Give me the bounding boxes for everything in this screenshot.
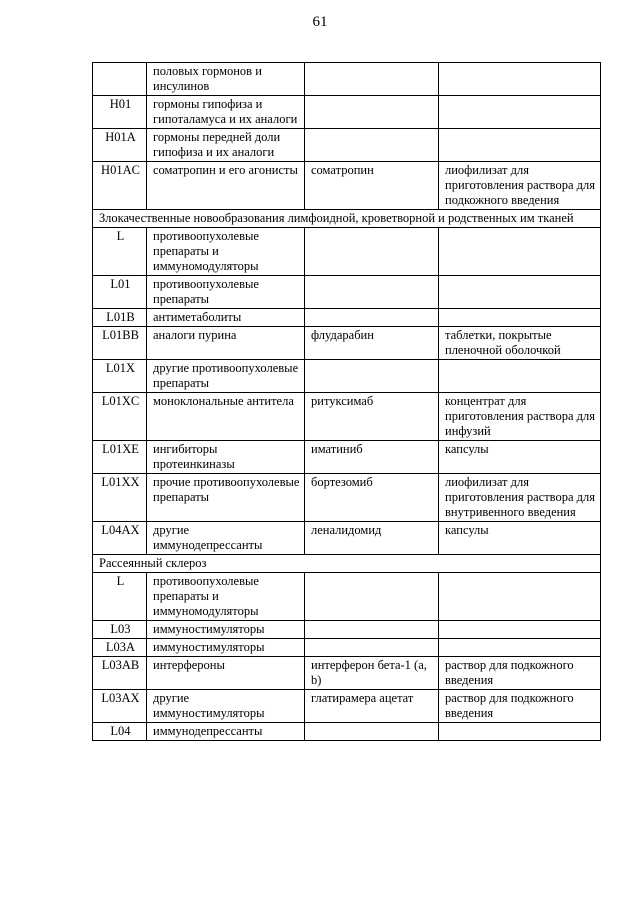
drug-name-cell: соматропин [305, 162, 439, 210]
drug-name-cell [305, 360, 439, 393]
atc-code-cell: L01XX [93, 474, 147, 522]
dosage-form-cell [439, 723, 601, 741]
drug-name-cell [305, 63, 439, 96]
drug-name-cell [305, 228, 439, 276]
drug-name-cell [305, 621, 439, 639]
table-row [93, 162, 601, 210]
atc-code-cell: L04 [93, 723, 147, 741]
table-row [93, 474, 601, 522]
atc-code-cell: L01XE [93, 441, 147, 474]
table-row [93, 657, 601, 690]
table-row [93, 639, 601, 657]
section-heading: Злокачественные новообразования лимфоидной, кроветворной и родственных им тканей [93, 210, 601, 228]
drug-name-cell: глатирамера ацетат [305, 690, 439, 723]
atc-code-cell [93, 63, 147, 96]
atc-name-cell: иммунодепрессанты [147, 723, 305, 741]
table-row [93, 96, 601, 129]
atc-name-cell: моноклональные антитела [147, 393, 305, 441]
dosage-form-cell [439, 276, 601, 309]
drug-name-cell: интерферон бета-1 (a, b) [305, 657, 439, 690]
dosage-form-cell [439, 228, 601, 276]
dosage-form-cell [439, 639, 601, 657]
drug-table-body [93, 63, 601, 741]
table-row [93, 723, 601, 741]
atc-name-cell: противоопухолевые препараты [147, 276, 305, 309]
atc-name-cell: половых гормонов и инсулинов [147, 63, 305, 96]
atc-code-cell: L03A [93, 639, 147, 657]
atc-name-cell: ингибиторы протеинкиназы [147, 441, 305, 474]
section-heading: Рассеянный склероз [93, 555, 601, 573]
atc-code-cell: H01A [93, 129, 147, 162]
drug-name-cell: ритуксимаб [305, 393, 439, 441]
atc-name-cell: другие противоопухолевые препараты [147, 360, 305, 393]
atc-name-cell: интерфероны [147, 657, 305, 690]
page-number: 61 [312, 14, 328, 30]
dosage-form-cell [439, 96, 601, 129]
dosage-form-cell: таблетки, покрытые пленочной оболочкой [439, 327, 601, 360]
dosage-form-cell [439, 573, 601, 621]
table-row [93, 276, 601, 309]
drug-name-cell [305, 639, 439, 657]
dosage-form-cell [439, 309, 601, 327]
drug-name-cell [305, 276, 439, 309]
atc-name-cell: другие иммуностимуляторы [147, 690, 305, 723]
table-row [93, 63, 601, 96]
drug-name-cell: иматиниб [305, 441, 439, 474]
table-row [93, 309, 601, 327]
atc-code-cell: H01 [93, 96, 147, 129]
dosage-form-cell [439, 129, 601, 162]
drug-name-cell [305, 309, 439, 327]
table-row [93, 522, 601, 555]
atc-code-cell: L01B [93, 309, 147, 327]
drug-name-cell [305, 96, 439, 129]
atc-name-cell: соматропин и его агонисты [147, 162, 305, 210]
atc-code-cell: L [93, 228, 147, 276]
table-row [93, 228, 601, 276]
atc-code-cell: L04AX [93, 522, 147, 555]
dosage-form-cell: лиофилизат для приготовления раствора для подкожного введения [439, 162, 601, 210]
drug-name-cell [305, 573, 439, 621]
table-row [93, 393, 601, 441]
atc-code-cell: H01AC [93, 162, 147, 210]
atc-code-cell: L01X [93, 360, 147, 393]
dosage-form-cell: капсулы [439, 441, 601, 474]
drug-name-cell: флударабин [305, 327, 439, 360]
atc-name-cell: противоопухолевые препараты и иммуномодуляторы [147, 573, 305, 621]
dosage-form-cell: раствор для подкожного введения [439, 657, 601, 690]
drug-table [92, 62, 601, 741]
atc-name-cell: противоопухолевые препараты и иммуномодуляторы [147, 228, 305, 276]
atc-name-cell: гормоны передней доли гипофиза и их аналоги [147, 129, 305, 162]
table-row [93, 360, 601, 393]
dosage-form-cell [439, 360, 601, 393]
atc-code-cell: L03AB [93, 657, 147, 690]
dosage-form-cell [439, 621, 601, 639]
atc-name-cell: гормоны гипофиза и гипоталамуса и их аналоги [147, 96, 305, 129]
table-row [93, 573, 601, 621]
dosage-form-cell: концентрат для приготовления раствора для инфузий [439, 393, 601, 441]
dosage-form-cell: капсулы [439, 522, 601, 555]
atc-code-cell: L03AX [93, 690, 147, 723]
table-row [93, 327, 601, 360]
dosage-form-cell: лиофилизат для приготовления раствора для внутривенного введения [439, 474, 601, 522]
drug-name-cell [305, 129, 439, 162]
table-row [93, 129, 601, 162]
table-row [93, 621, 601, 639]
atc-code-cell: L01XC [93, 393, 147, 441]
dosage-form-cell: раствор для подкожного введения [439, 690, 601, 723]
atc-name-cell: иммуностимуляторы [147, 621, 305, 639]
section-heading-row [93, 210, 601, 228]
section-heading-row [93, 555, 601, 573]
table-row [93, 441, 601, 474]
drug-name-cell: бортезомиб [305, 474, 439, 522]
atc-name-cell: иммуностимуляторы [147, 639, 305, 657]
atc-code-cell: L [93, 573, 147, 621]
atc-code-cell: L01 [93, 276, 147, 309]
drug-name-cell [305, 723, 439, 741]
dosage-form-cell [439, 63, 601, 96]
atc-name-cell: другие иммунодепрессанты [147, 522, 305, 555]
atc-code-cell: L01BB [93, 327, 147, 360]
atc-name-cell: антиметаболиты [147, 309, 305, 327]
atc-code-cell: L03 [93, 621, 147, 639]
atc-name-cell: аналоги пурина [147, 327, 305, 360]
drug-name-cell: леналидомид [305, 522, 439, 555]
atc-name-cell: прочие противоопухолевые препараты [147, 474, 305, 522]
table-row [93, 690, 601, 723]
